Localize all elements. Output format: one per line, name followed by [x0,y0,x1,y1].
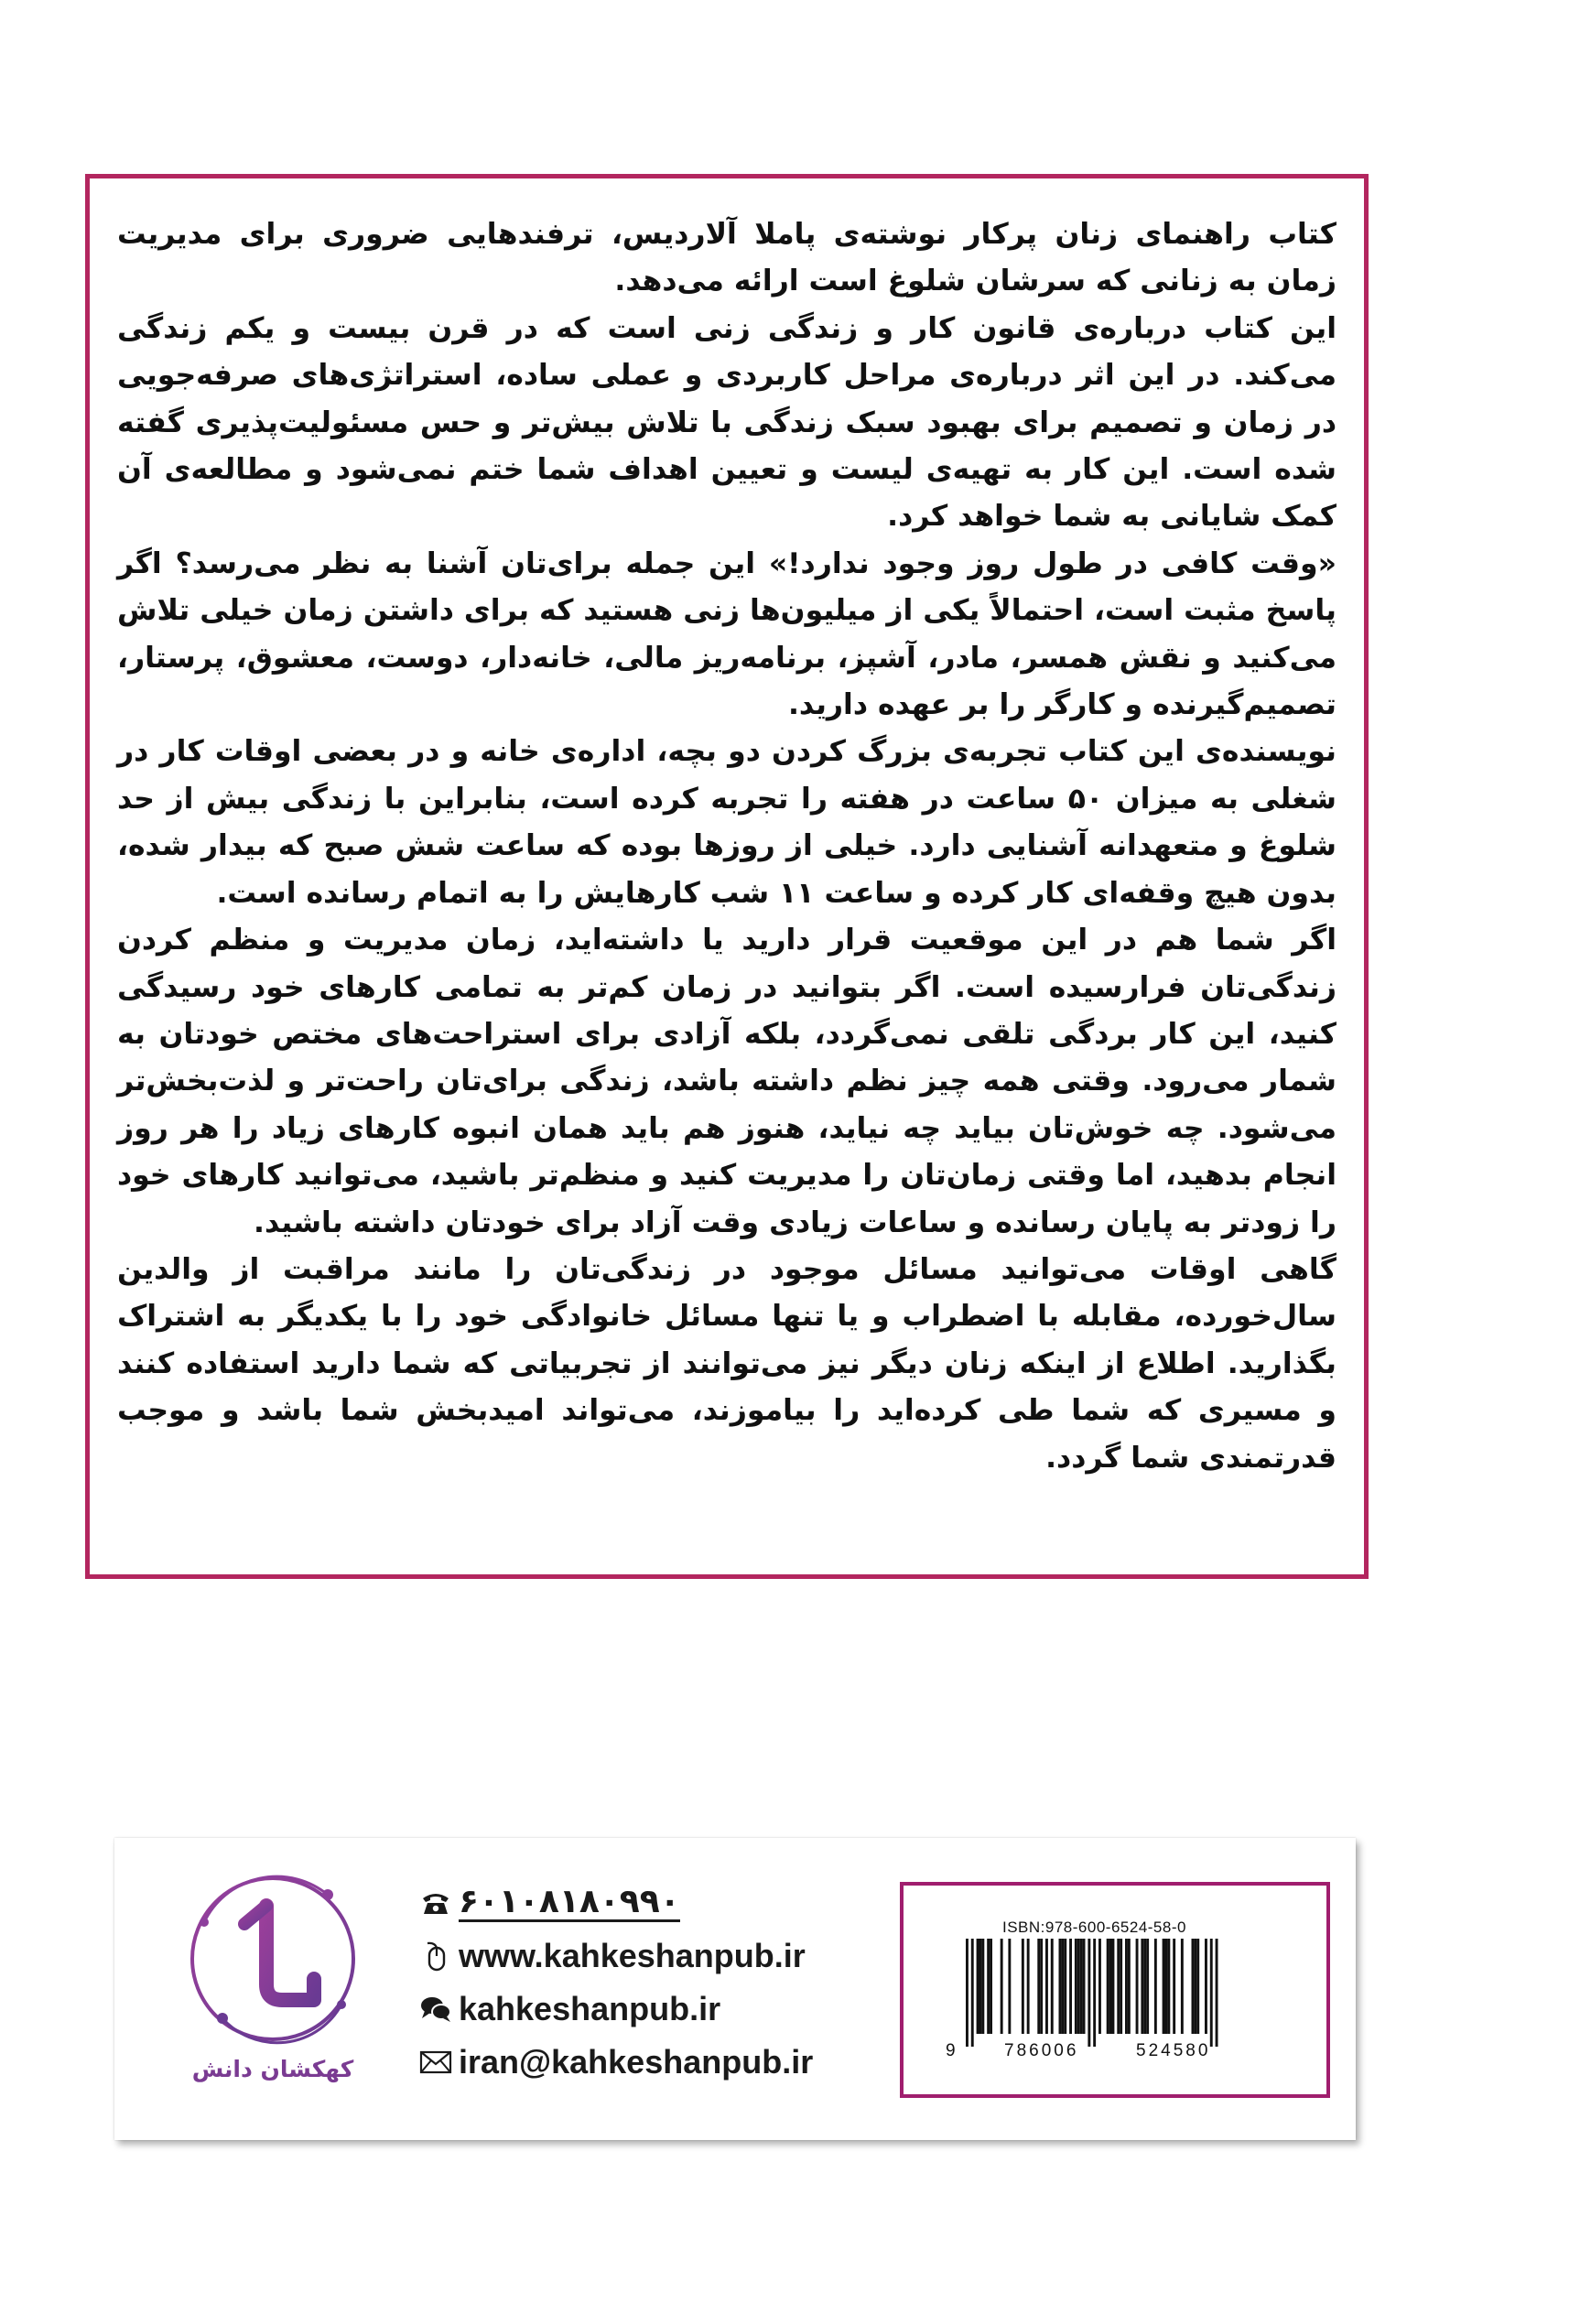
barcode-bar [1061,1939,1064,2034]
paragraph-2: این کتاب درباره‌ی قانون کار و زندگی زنی است که در قرن بیست و یکم زندگی می‌کند. در این اثر درباره‌ی مراحل کاربردی و عملی ساده، استراتژی‌های صرفه‌جویی در زمان و تصمیم برای بهبود سبک زندگی با تلاش بیش‌تر و حس مسئولیت‌پذیری گفته شده است. این کار به تهیه‌ی لیست و تعیین اهداف شما ختم نمی‌شود و مطالعه‌ی آن کمک شایانی به شما خواهد کرد. [117,311,1337,534]
publisher-name: کهکشان دانش [191,2056,354,2082]
barcode-left-digits: 786006 [1004,2041,1079,2060]
paragraph-6: گاهی اوقات می‌توانید مسائل موجود در زندگی‌تان را مانند مراقبت از والدین سال‌خورده، مقابله با اضطراب و یا تنها مسائل خانوادگی خود را با یکدیگر به اشتراک بگذارید. اطلاع از اینکه زنان دیگر نیز می‌توانند از تجربیاتی که شما دارید استفاده کنند و مسیری که شما طی کرده‌اید را بیاموزند، می‌تواند امیدبخش شما باشد و موجب قدرتمندی شما گردد. [117,1252,1337,1475]
barcode-bar [1077,1939,1080,2034]
mouse-icon [418,1939,453,1973]
isbn-label: ISBN:978-600-6524-58-0 [1002,1919,1222,1937]
social-row [418,1983,968,2036]
barcode-bar [1045,1939,1048,2034]
email-link[interactable]: iran@kahkeshanpub.ir [459,2043,814,2081]
barcode-bar [1051,1939,1054,2034]
barcode-bar [1098,1939,1101,2034]
barcode-bar [1083,1939,1086,2034]
publisher-card [114,1838,1356,2140]
phone-number[interactable]: ۰۹۹۰۸۱۸۰۱۰۶ [459,1882,680,1920]
barcode-bar [1040,1939,1043,2034]
barcode-bar [977,1939,979,2034]
paragraph-5: اگر شما هم در این موقعیت قرار دارید یا داشته‌اید، زمان مدیریت و منظم کردن زندگی‌تان فرارسیده است. اگر بتوانید در زمان کم‌تر به تمامی کارهای خود رسیدگی کنید، این کار بردگی تلقی نمی‌گردد، بلکه آزادی برای استراحت‌های مختص خودتان به شمار می‌رود. وقتی همه چیز نظم داشته باشد، زندگی برای‌تان راحت‌تر و لذت‌بخش‌تر می‌شود. چه خوش‌تان بیاید چه نیاید، هنوز هم باید همان انبوه کارهای زیاد را هر روز انجام بدهید، اما وقتی زمان‌تان را مدیریت کنید و منظم‌تر باشید، می‌توانید کارهای خود را زودتر به پایان رسانده و ساعات زیادی وقت آزاد برای خودتان داشته باشید. [117,924,1337,1239]
phone-row [418,1876,968,1929]
barcode-bar [966,1939,969,2047]
barcode [946,1919,1257,2061]
paragraph-3: «وقت کافی در طول روز وجود ندارد!» این جمله برای‌تان آشنا به نظر می‌رسد؟ اگر پاسخ مثبت است، احتمالاً یکی از میلیون‌ها زنی هستید که برای داشتن زمان خیلی تلاش می‌کنید و نقش همسر، مادر، آشپز، برنامه‌ریز مالی، خانه‌دار، دوست، معشوق، پرستار، تصمیم‌گیرنده و کارگر را بر عهده دارید. [117,546,1337,722]
barcode-bar [1194,1939,1196,2034]
barcode-bar [1059,1939,1062,2034]
barcode-bar [1109,1939,1112,2034]
social-link[interactable]: kahkeshanpub.ir [459,1990,721,2027]
description-text [117,211,1337,1482]
barcode-bar [1141,1939,1143,2034]
barcode-bar [1210,1939,1213,2047]
contact-list [418,1876,968,2089]
barcode-lead-digit: 9 [946,2041,956,2060]
barcode-bar [979,1939,982,2034]
barcode-bar [1136,1939,1139,2034]
barcode-bar [1037,1939,1040,2034]
barcode-bar [1125,1939,1128,2034]
barcode-bar [1205,1939,1207,2034]
envelope-icon [418,2045,453,2080]
barcode-bar [1196,1939,1199,2034]
barcode-bar [1216,1939,1218,2047]
chat-bubbles-icon [418,1992,453,2027]
email-row [418,2036,968,2089]
barcode-bar [1064,1939,1066,2034]
barcode-bar [1167,1939,1170,2034]
barcode-right-digits: 524580 [1136,2041,1211,2060]
barcode-bar [1093,1939,1096,2047]
barcode-bar [1173,1939,1175,2034]
barcode-bar [1117,1939,1120,2034]
barcode-bar [1165,1939,1168,2034]
barcode-bar [990,1939,992,2034]
barcode-bars [946,1939,1257,2047]
barcode-bar [1146,1939,1149,2034]
barcode-frame [900,1882,1330,2098]
barcode-bar [1120,1939,1122,2034]
publisher-logo-icon [168,1867,378,2050]
barcode-bar [1069,1939,1072,2034]
barcode-bar [1163,1939,1165,2034]
barcode-bar [1022,1939,1024,2034]
barcode-bar [981,1939,984,2034]
barcode-bar [1143,1939,1146,2034]
barcode-bar [971,1939,974,2047]
website-row [418,1929,968,1983]
website-link[interactable]: www.kahkeshanpub.ir [459,1937,806,1974]
description-frame [85,174,1369,1579]
barcode-bar [1107,1939,1109,2034]
publisher-logo [168,1867,378,2107]
barcode-bar [1181,1939,1184,2034]
barcode-bar [1027,1939,1030,2034]
barcode-bar [1128,1939,1131,2034]
barcode-bar [1088,1939,1090,2047]
barcode-bar [1192,1939,1195,2034]
barcode-bar [987,1939,990,2034]
paragraph-4: نویسنده‌ی این کتاب تجربه‌ی بزرگ کردن دو بچه، اداره‌ی خانه و در بعضی اوقات کار در شغلی به میزان ۵۰ ساعت در هفته را تجربه کرده است، بنابراین با زندگی بیش از حد شلوغ و متعهدانه آشنایی دارد. خیلی از روزها بوده که ساعت شش صبح که بیدار شده، بدون هیچ وقفه‌ای کار کرده و ساعت ۱۱ شب کارهایش را به اتمام رسانده است. [117,735,1337,910]
telephone-icon [418,1886,453,1920]
barcode-bar [1080,1939,1083,2034]
barcode-bar [1008,1939,1011,2034]
barcode-bar [1112,1939,1115,2034]
barcode-bar [1154,1939,1157,2034]
barcode-bar [1075,1939,1077,2034]
paragraph-1: کتاب راهنمای زنان پرکار نوشته‌ی پاملا آلاردیس، ترفندهایی ضروری برای مدیریت زمان به زنانی که سرشان شلوغ است ارائه می‌دهد. [117,218,1337,298]
barcode-bar [1001,1939,1003,2034]
